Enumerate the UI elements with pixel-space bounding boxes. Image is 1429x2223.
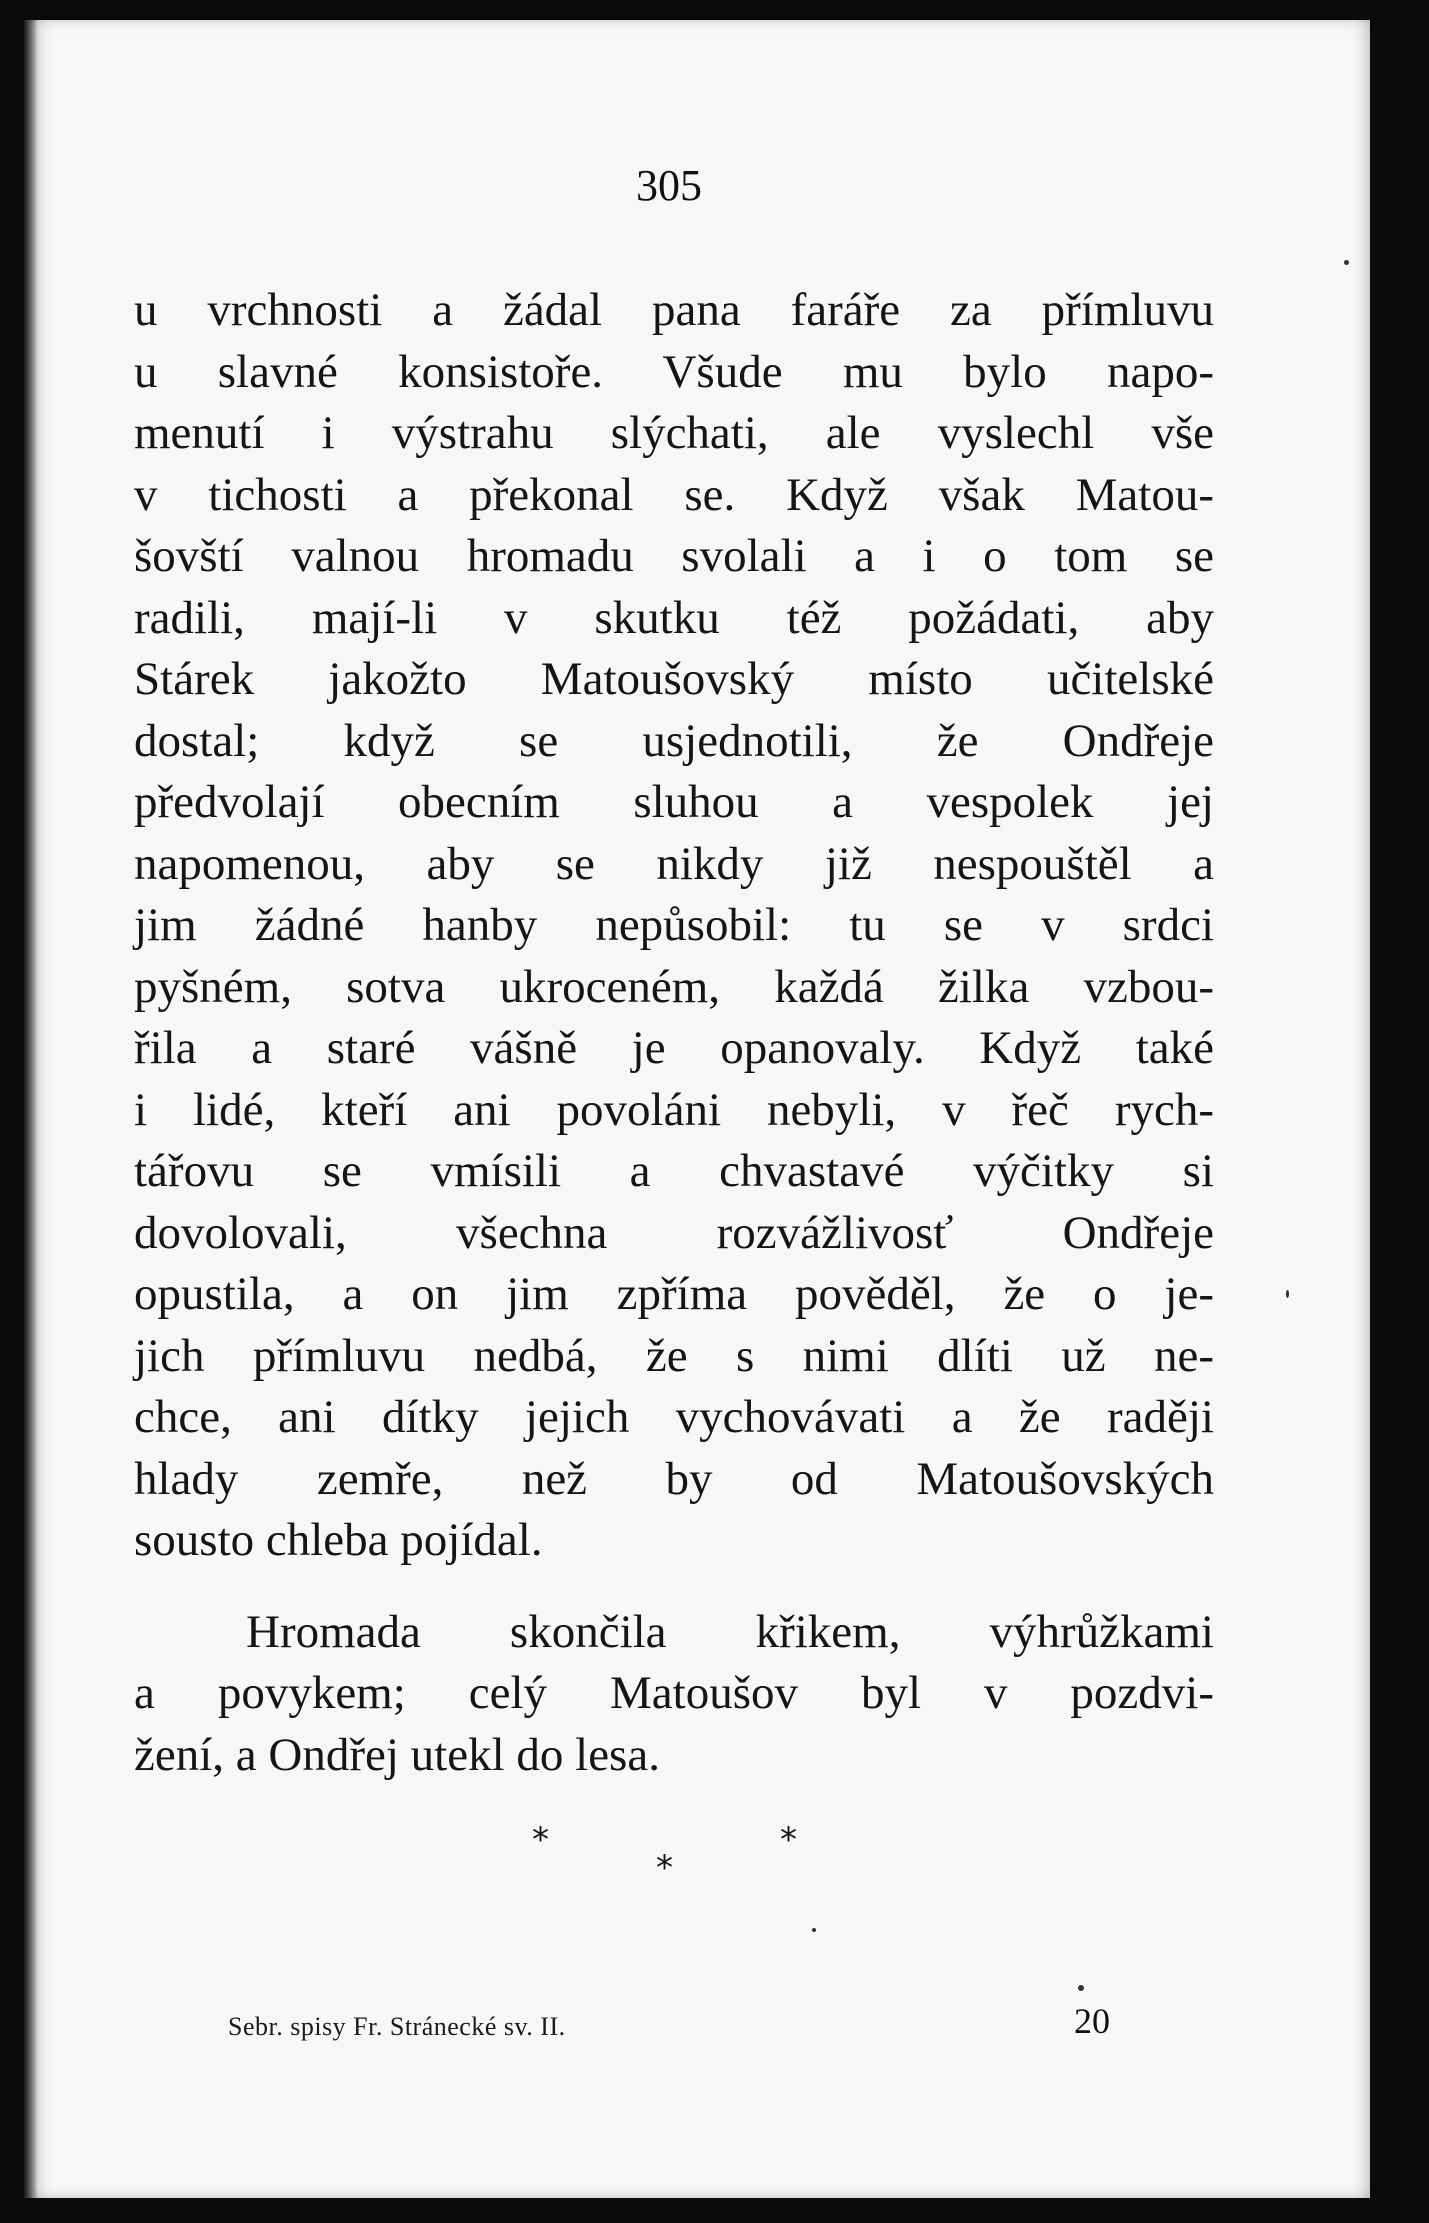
text-line: menutí i výstrahu slýchati, ale vyslechl vše: [134, 407, 1214, 459]
asterisk: *: [656, 1848, 673, 1888]
scan-speck: [812, 1928, 816, 1932]
text-line: dostal; když se usjednotili, že Ondřeje: [134, 714, 1214, 767]
footer-signature: Sebr. spisy Fr. Stránecké sv. II.: [228, 2012, 566, 2041]
text-line: dovolovali, všechna rozvážlivosť Ondřeje: [134, 1206, 1214, 1259]
text-line: hlady zemře, než by od Matoušovských: [134, 1452, 1214, 1505]
text-line: u vrchnosti a žádal pana faráře za přímluvu: [134, 284, 1214, 336]
text-line: i lidé, kteří ani povoláni nebyli, v řeč rych-: [134, 1083, 1214, 1136]
text-line: žení, a Ondřej utekl do lesa.: [134, 1728, 660, 1781]
scan-speck: [1286, 1290, 1289, 1298]
text-line: opustila, a on jim zpříma pověděl, že o je-: [134, 1268, 1214, 1320]
asterisk: *: [532, 1820, 549, 1860]
text-line: chce, ani dítky jejich vychovávati a že raději: [134, 1391, 1214, 1443]
footer-sheet-number: 20: [1074, 2001, 1110, 2041]
paragraph-gap: [134, 1572, 1214, 1602]
text-line: jich přímluvu nedbá, že s nimi dlíti už ne-: [134, 1329, 1214, 1382]
asterisk: *: [780, 1820, 797, 1860]
text-line: Stárek jakožto Matoušovský místo učitelské: [134, 653, 1214, 705]
scan-speck: [1078, 1985, 1084, 1991]
text-line: v tichosti a překonal se. Když však Matou-: [134, 468, 1214, 521]
section-asterism: [24, 1820, 1370, 1910]
text-line: u slavné konsistoře. Všude mu bylo napo-: [134, 345, 1214, 398]
book-page: [24, 20, 1370, 2198]
scan-speck: [1344, 260, 1349, 265]
text-line: tářovu se vmísili a chvastavé výčitky si: [134, 1145, 1214, 1197]
text-line: řila a staré vášně je opanovaly. Když také: [134, 1022, 1214, 1074]
text-line: jim žádné hanby nepůsobil: tu se v srdci: [134, 899, 1214, 951]
text-line: pyšném, sotva ukroceném, každá žilka vzbou-: [134, 960, 1214, 1013]
text-line: radili, mají-li v skutku též požádati, aby: [134, 591, 1214, 644]
text-line: napomenou, aby se nikdy již nespouštěl a: [134, 837, 1214, 890]
text-line: a povykem; celý Matoušov byl v pozdvi-: [134, 1667, 1214, 1719]
text-line: Hromada skončila křikem, výhrůžkami: [246, 1605, 1214, 1658]
text-line: šovští valnou hromadu svolali a i o tom se: [134, 530, 1214, 582]
page-number: 305: [636, 161, 702, 210]
body-text: [134, 280, 1214, 1786]
text-line: sousto chleba pojídal.: [134, 1514, 543, 1566]
text-line: předvolají obecním sluhou a vespolek jej: [134, 776, 1214, 828]
